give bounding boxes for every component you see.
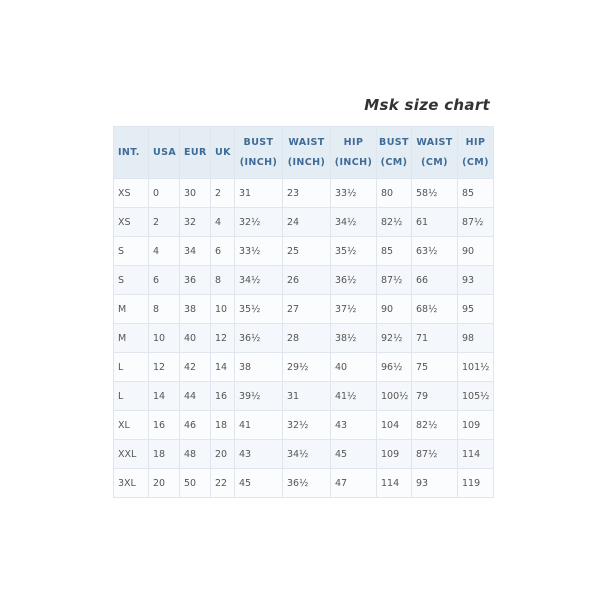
column-header bbox=[377, 127, 412, 179]
column-header-label: WAIST bbox=[416, 136, 453, 148]
table-cell: 47 bbox=[331, 469, 377, 498]
column-header-label: EUR bbox=[184, 146, 207, 158]
column-header bbox=[412, 127, 458, 179]
table-cell: 68½ bbox=[412, 295, 458, 324]
table-cell: 93 bbox=[458, 266, 494, 295]
table-cell: 96½ bbox=[377, 353, 412, 382]
table-cell: 34½ bbox=[235, 266, 283, 295]
table-cell: 93 bbox=[412, 469, 458, 498]
column-header-unit: (INCH) bbox=[287, 156, 326, 168]
table-cell: 87½ bbox=[458, 208, 494, 237]
table-cell: 33½ bbox=[331, 179, 377, 208]
column-header-unit: (CM) bbox=[462, 156, 489, 168]
table-row bbox=[114, 440, 494, 469]
chart-title: Msk size chart bbox=[364, 96, 490, 114]
table-cell: 79 bbox=[412, 382, 458, 411]
column-header-label: HIP bbox=[465, 136, 486, 148]
table-cell: 46 bbox=[180, 411, 211, 440]
table-cell: 29½ bbox=[283, 353, 331, 382]
table-cell: 44 bbox=[180, 382, 211, 411]
table-cell: 20 bbox=[211, 440, 235, 469]
table-row bbox=[114, 382, 494, 411]
table-cell: 40 bbox=[180, 324, 211, 353]
table-cell: 114 bbox=[377, 469, 412, 498]
table-cell: 32½ bbox=[235, 208, 283, 237]
table-cell: 66 bbox=[412, 266, 458, 295]
table-cell: 12 bbox=[211, 324, 235, 353]
column-header-unit: (INCH) bbox=[239, 156, 278, 168]
table-cell: 8 bbox=[149, 295, 180, 324]
column-header-label: BUST bbox=[379, 136, 409, 148]
column-header bbox=[114, 127, 149, 179]
table-cell: 41 bbox=[235, 411, 283, 440]
table-cell: 92½ bbox=[377, 324, 412, 353]
table-cell: 35½ bbox=[331, 237, 377, 266]
table-cell: 14 bbox=[149, 382, 180, 411]
table-cell: 119 bbox=[458, 469, 494, 498]
table-cell: 48 bbox=[180, 440, 211, 469]
table-cell: 6 bbox=[211, 237, 235, 266]
table-cell: XL bbox=[114, 411, 149, 440]
table-cell: 39½ bbox=[235, 382, 283, 411]
table-row bbox=[114, 179, 494, 208]
table-cell: 16 bbox=[149, 411, 180, 440]
table-cell: 23 bbox=[283, 179, 331, 208]
table-cell: L bbox=[114, 353, 149, 382]
column-header-unit: (CM) bbox=[421, 156, 448, 168]
table-cell: 43 bbox=[331, 411, 377, 440]
table-header bbox=[114, 127, 494, 179]
table-cell: 42 bbox=[180, 353, 211, 382]
table-cell: XS bbox=[114, 179, 149, 208]
table-cell: 109 bbox=[377, 440, 412, 469]
table-cell: 43 bbox=[235, 440, 283, 469]
table-cell: 41½ bbox=[331, 382, 377, 411]
table-cell: 34½ bbox=[331, 208, 377, 237]
table-cell: 28 bbox=[283, 324, 331, 353]
table-cell: XS bbox=[114, 208, 149, 237]
table-cell: 36 bbox=[180, 266, 211, 295]
table-cell: 8 bbox=[211, 266, 235, 295]
column-header-unit: (CM) bbox=[380, 156, 408, 168]
column-header-label: INT. bbox=[118, 146, 140, 158]
table-cell: 0 bbox=[149, 179, 180, 208]
table-cell: 12 bbox=[149, 353, 180, 382]
table-row bbox=[114, 237, 494, 266]
table-cell: 2 bbox=[149, 208, 180, 237]
table-cell: 37½ bbox=[331, 295, 377, 324]
table-cell: 101½ bbox=[458, 353, 494, 382]
table-row bbox=[114, 266, 494, 295]
table-cell: 34 bbox=[180, 237, 211, 266]
table-row bbox=[114, 208, 494, 237]
table-cell: 33½ bbox=[235, 237, 283, 266]
table-cell: 22 bbox=[211, 469, 235, 498]
table-cell: 90 bbox=[458, 237, 494, 266]
column-header-label: USA bbox=[153, 146, 177, 158]
table-body bbox=[114, 179, 494, 498]
table-cell: 31 bbox=[235, 179, 283, 208]
table-cell: 100½ bbox=[377, 382, 412, 411]
table-cell: 35½ bbox=[235, 295, 283, 324]
table-cell: 14 bbox=[211, 353, 235, 382]
table-cell: 82½ bbox=[377, 208, 412, 237]
table-row bbox=[114, 295, 494, 324]
table-cell: 50 bbox=[180, 469, 211, 498]
table-cell: 27 bbox=[283, 295, 331, 324]
table-cell: 18 bbox=[211, 411, 235, 440]
table-cell: 2 bbox=[211, 179, 235, 208]
table-cell: 85 bbox=[458, 179, 494, 208]
table-cell: M bbox=[114, 295, 149, 324]
table-cell: 24 bbox=[283, 208, 331, 237]
table-cell: 36½ bbox=[331, 266, 377, 295]
table-cell: XXL bbox=[114, 440, 149, 469]
table-cell: 10 bbox=[149, 324, 180, 353]
table-cell: 82½ bbox=[412, 411, 458, 440]
size-table bbox=[113, 126, 494, 498]
table-cell: 20 bbox=[149, 469, 180, 498]
column-header bbox=[235, 127, 283, 179]
column-header-label: BUST bbox=[243, 136, 274, 148]
table-cell: 109 bbox=[458, 411, 494, 440]
table-row bbox=[114, 324, 494, 353]
table-cell: 63½ bbox=[412, 237, 458, 266]
table-cell: 25 bbox=[283, 237, 331, 266]
table-cell: 34½ bbox=[283, 440, 331, 469]
table-cell: 114 bbox=[458, 440, 494, 469]
column-header-label: UK bbox=[215, 146, 231, 158]
table-cell: 30 bbox=[180, 179, 211, 208]
table-cell: 105½ bbox=[458, 382, 494, 411]
table-cell: 18 bbox=[149, 440, 180, 469]
table-cell: 38 bbox=[180, 295, 211, 324]
table-cell: 38 bbox=[235, 353, 283, 382]
table-cell: 104 bbox=[377, 411, 412, 440]
table-cell: 95 bbox=[458, 295, 494, 324]
table-cell: 16 bbox=[211, 382, 235, 411]
column-header bbox=[331, 127, 377, 179]
table-cell: 38½ bbox=[331, 324, 377, 353]
column-header-label: WAIST bbox=[288, 136, 325, 148]
table-cell: 58½ bbox=[412, 179, 458, 208]
table-cell: 45 bbox=[331, 440, 377, 469]
column-header bbox=[180, 127, 211, 179]
table-cell: 4 bbox=[149, 237, 180, 266]
table-cell: 10 bbox=[211, 295, 235, 324]
table-cell: 31 bbox=[283, 382, 331, 411]
column-header-label: HIP bbox=[343, 136, 364, 148]
table-cell: L bbox=[114, 382, 149, 411]
table-row bbox=[114, 411, 494, 440]
table-cell: 75 bbox=[412, 353, 458, 382]
table-cell: S bbox=[114, 237, 149, 266]
column-header bbox=[458, 127, 494, 179]
table-cell: 87½ bbox=[377, 266, 412, 295]
table-cell: 98 bbox=[458, 324, 494, 353]
table-cell: 32 bbox=[180, 208, 211, 237]
column-header-unit: (INCH) bbox=[334, 156, 373, 168]
table-cell: 40 bbox=[331, 353, 377, 382]
table-cell: 6 bbox=[149, 266, 180, 295]
table-cell: 80 bbox=[377, 179, 412, 208]
column-header bbox=[149, 127, 180, 179]
table-row bbox=[114, 469, 494, 498]
table-cell: 87½ bbox=[412, 440, 458, 469]
table-cell: 45 bbox=[235, 469, 283, 498]
table-cell: M bbox=[114, 324, 149, 353]
table-cell: 4 bbox=[211, 208, 235, 237]
table-cell: 3XL bbox=[114, 469, 149, 498]
table-cell: 85 bbox=[377, 237, 412, 266]
table-cell: 36½ bbox=[283, 469, 331, 498]
table-cell: 71 bbox=[412, 324, 458, 353]
table-cell: S bbox=[114, 266, 149, 295]
table-cell: 26 bbox=[283, 266, 331, 295]
column-header bbox=[211, 127, 235, 179]
table-cell: 36½ bbox=[235, 324, 283, 353]
table-cell: 61 bbox=[412, 208, 458, 237]
table-cell: 32½ bbox=[283, 411, 331, 440]
table-row bbox=[114, 353, 494, 382]
column-header bbox=[283, 127, 331, 179]
table-cell: 90 bbox=[377, 295, 412, 324]
header-row bbox=[114, 127, 494, 179]
